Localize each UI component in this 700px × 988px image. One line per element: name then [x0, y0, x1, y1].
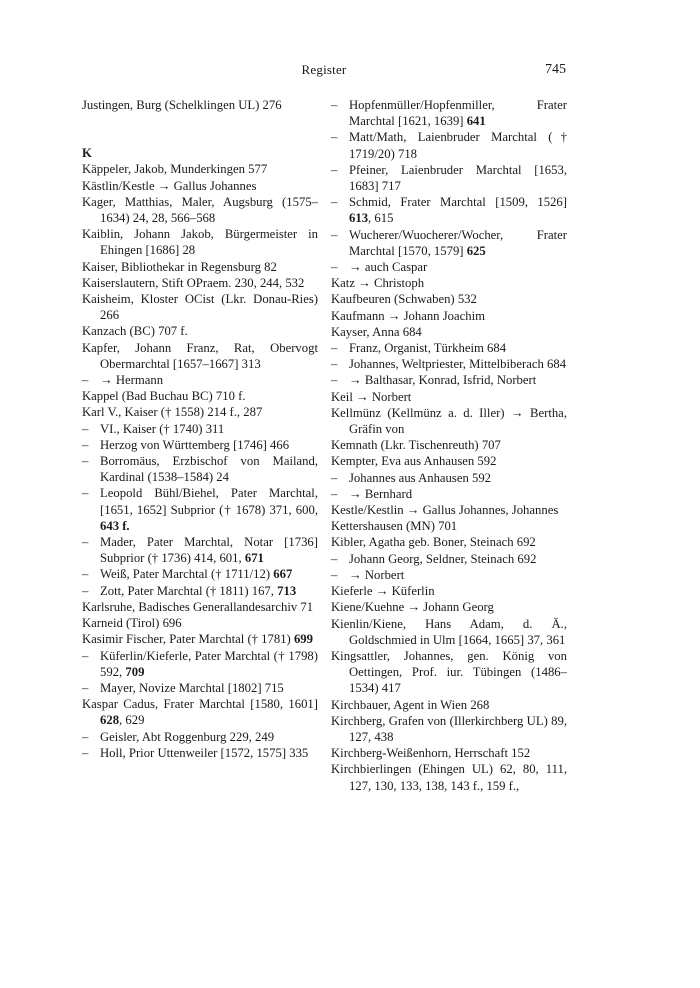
- index-entry: [82, 259, 318, 275]
- entry-bold-page: 643 f.: [100, 518, 130, 533]
- index-subentry: [82, 680, 318, 696]
- entry-text: Kirchbierlingen (Ehingen UL) 62, 80, 111, 127, 130, 133, 138, 143 f., 159 f.,: [331, 762, 567, 793]
- index-entry: [82, 696, 318, 728]
- entry-text: Kettershausen (MN) 701: [331, 519, 458, 534]
- subentry-dash: –: [331, 357, 338, 372]
- entry-text: Karneid (Tirol) 696: [82, 616, 182, 631]
- subentry-dash: –: [82, 373, 89, 388]
- index-subentry: [331, 340, 567, 356]
- index-subentry: [331, 470, 567, 486]
- subentry-dash: –: [82, 648, 89, 663]
- entry-text: Schmid, Frater Marchtal [1509, 1526]: [349, 195, 567, 210]
- entry-bold-page: 699: [293, 632, 313, 647]
- entry-text: Küferlin/Kieferle, Pater Marchtal († 1798) 592,: [100, 648, 318, 679]
- index-entry: [82, 599, 318, 615]
- entry-bold-page: 667: [273, 567, 293, 582]
- entry-text: Kibler, Agatha geb. Boner, Steinach 692: [331, 535, 536, 550]
- entry-text: Kager, Matthias, Maler, Augsburg (1575–1634) 24, 28, 566–568: [82, 194, 318, 226]
- subentry-dash: –: [331, 162, 338, 177]
- subentry-dash: –: [331, 470, 338, 485]
- index-entry: [331, 583, 567, 599]
- entry-text: Kanzach (BC) 707 f.: [82, 324, 188, 339]
- index-entry: [331, 534, 567, 550]
- entry-bold-page: 628: [100, 713, 120, 728]
- subentry-dash: –: [82, 745, 89, 760]
- subentry-dash: –: [331, 551, 338, 566]
- entry-text: Kaiblin, Johann Jakob, Bürgermeister in Ehingen [1686] 28: [82, 227, 318, 258]
- index-entry: [331, 713, 567, 745]
- index-entry: [82, 194, 318, 226]
- entry-text: Katz → Christoph: [331, 276, 425, 291]
- index-entry: [331, 599, 567, 615]
- subentry-dash: –: [82, 680, 89, 695]
- index-entry: [82, 178, 318, 194]
- subentry-dash: –: [331, 373, 338, 388]
- entry-text: Kirchbauer, Agent in Wien 268: [331, 697, 490, 712]
- page-number: 745: [545, 62, 566, 77]
- entry-text: Kieferle → Küferlin: [331, 584, 435, 599]
- entry-text: Kappel (Bad Buchau BC) 710 f.: [82, 389, 246, 404]
- subentry-dash: –: [82, 437, 89, 452]
- index-subentry: [82, 372, 318, 388]
- entry-text: Zott, Pater Marchtal († 1811) 167,: [100, 583, 278, 598]
- entry-text: Holl, Prior Uttenweiler [1572, 1575] 335: [100, 745, 309, 760]
- entry-text: Mader, Pater Marchtal, Notar [1736] Subprior († 1736) 414, 601,: [100, 535, 318, 566]
- index-subentry: [82, 566, 318, 582]
- index-entry: [82, 275, 318, 291]
- entry-text: Leopold Bühl/Biehel, Pater Marchtal, [1651, 1652] Subprior († 1678) 371, 600,: [100, 486, 318, 517]
- index-entry: [331, 291, 567, 307]
- index-entry: [331, 453, 567, 469]
- entry-text: Kästlin/Kestle → Gallus Johannes: [82, 178, 257, 193]
- index-entry: [82, 404, 318, 420]
- entry-bold-page: 613: [349, 211, 369, 226]
- subentry-dash: –: [331, 98, 338, 112]
- entry-text: Karl V., Kaiser († 1558) 214 f., 287: [82, 405, 263, 420]
- entry-text: Pfeiner, Laienbruder Marchtal [1653, 1683] 717: [349, 162, 567, 194]
- entry-text: Hopfenmüller/Hopfenmiller, Frater Marchtal [1621, 1639]: [349, 98, 567, 129]
- entry-text: Kiene/Kuehne → Johann Georg: [331, 600, 494, 615]
- index-entry: [331, 648, 567, 697]
- index-subentry: [331, 259, 567, 275]
- subentry-dash: –: [82, 535, 89, 550]
- index-entry: [331, 697, 567, 713]
- index-entry: [331, 502, 567, 518]
- index-entry: [331, 324, 567, 340]
- entry-text: Johannes, Weltpriester, Mittelbiberach 684: [349, 357, 567, 372]
- entry-text: → Balthasar, Konrad, Isfrid, Norbert: [349, 373, 537, 388]
- index-subentry: [331, 372, 567, 388]
- index-subentry: [82, 534, 318, 566]
- subentry-dash: –: [82, 729, 89, 744]
- entry-text: Kaufbeuren (Schwaben) 532: [331, 292, 477, 307]
- index-entry: [82, 323, 318, 339]
- index-subentry: [331, 551, 567, 567]
- entry-text: Matt/Math, Laienbruder Marchtal († 1719/20) 718: [349, 130, 567, 161]
- entry-text: Kaiserslautern, Stift OPraem. 230, 244, 532: [82, 275, 305, 290]
- entry-text: Geisler, Abt Roggenburg 229, 249: [100, 729, 275, 744]
- index-subentry: [82, 421, 318, 437]
- entry-bold-page: 713: [277, 583, 297, 598]
- running-title: Register: [301, 62, 347, 77]
- entry-bold-page: 641: [466, 114, 486, 129]
- subentry-dash: –: [331, 260, 338, 275]
- index-subentry: [82, 453, 318, 485]
- index-entry: [82, 388, 318, 404]
- index-entry: [82, 161, 318, 177]
- index-subentry: [331, 97, 567, 129]
- index-entry: [331, 405, 567, 437]
- subentry-dash: –: [82, 567, 89, 582]
- subentry-dash: –: [82, 421, 89, 436]
- subentry-dash: –: [82, 486, 89, 501]
- index-entry: [82, 97, 318, 113]
- entry-bold-page: 625: [466, 243, 486, 258]
- index-subentry: [331, 356, 567, 372]
- index-subentry: [82, 485, 318, 534]
- index-entry: [331, 389, 567, 405]
- index-subentry: [331, 486, 567, 502]
- entry-text: Kaisheim, Kloster OCist (Lkr. Donau-Ries) 266: [82, 292, 318, 323]
- section-letter-heading: K: [82, 146, 92, 161]
- index-subentry: [82, 745, 318, 761]
- entry-text: Kirchberg-Weißenhorn, Herrschaft 152: [331, 746, 531, 761]
- entry-text-after: , 629: [119, 713, 145, 728]
- subentry-dash: –: [82, 583, 89, 598]
- index-subentry: [82, 648, 318, 680]
- subentry-dash: –: [331, 227, 338, 242]
- entry-text: Keil → Norbert: [331, 389, 412, 404]
- entry-text: Kienlin/Kiene, Hans Adam, d. Ä., Goldschmied in Ulm [1664, 1665] 37, 361: [331, 616, 567, 647]
- entry-text: → Norbert: [349, 567, 405, 582]
- entry-text: → Hermann: [100, 373, 164, 388]
- subentry-dash: –: [331, 341, 338, 356]
- entry-text: VI., Kaiser († 1740) 311: [100, 421, 225, 436]
- entry-text: Weiß, Pater Marchtal († 1711/12): [100, 567, 274, 582]
- entry-text: Kasimir Fischer, Pater Marchtal († 1781): [82, 632, 294, 647]
- entry-text: Borromäus, Erzbischof von Mailand, Kardinal (1538–1584) 24: [100, 454, 318, 485]
- index-entry: [331, 308, 567, 324]
- entry-text: Justingen, Burg (Schelklingen UL) 276: [82, 98, 282, 112]
- index-entry: [331, 275, 567, 291]
- entry-text-after: , 615: [368, 211, 394, 226]
- subentry-dash: –: [331, 486, 338, 501]
- entry-text: Herzog von Württemberg [1746] 466: [100, 437, 290, 452]
- subentry-dash: –: [331, 567, 338, 582]
- entry-text: Johannes aus Anhausen 592: [349, 470, 492, 485]
- entry-text: Kempter, Eva aus Anhausen 592: [331, 454, 497, 469]
- index-entry: [82, 615, 318, 631]
- entry-text: Kingsattler, Johannes, gen. König von Oettingen, Prof. iur. Tübingen (1486–1534) 417: [331, 648, 567, 696]
- entry-text: Franz, Organist, Türkheim 684: [349, 341, 507, 356]
- index-subentry: [331, 129, 567, 161]
- entry-text: Wucherer/Wuocherer/Wocher, Frater Marchtal [1570, 1579]: [349, 227, 567, 258]
- entry-text: Käppeler, Jakob, Munderkingen 577: [82, 162, 268, 177]
- index-subentry: [82, 583, 318, 599]
- entry-text: Kemnath (Lkr. Tischenreuth) 707: [331, 438, 501, 453]
- entry-text: → Bernhard: [349, 486, 413, 501]
- index-entry: [331, 616, 567, 648]
- index-subentry: [331, 162, 567, 194]
- index-entry: [82, 631, 318, 647]
- entry-text: Kayser, Anna 684: [331, 324, 422, 339]
- running-header: [82, 62, 566, 82]
- entry-bold-page: 671: [244, 551, 264, 566]
- entry-text: Kestle/Kestlin → Gallus Johannes, Johannes: [331, 503, 559, 518]
- index-subentry: [331, 194, 567, 226]
- index-entry: [82, 291, 318, 323]
- index-subentry: [82, 437, 318, 453]
- index-entry: [82, 226, 318, 258]
- entry-text: Kaufmann → Johann Joachim: [331, 308, 485, 323]
- left-column: [82, 97, 318, 761]
- subentry-dash: –: [82, 454, 89, 469]
- entry-text: → auch Caspar: [349, 260, 428, 275]
- entry-text: Kellmünz (Kellmünz a. d. Iller) → Bertha, Gräfin von: [331, 405, 567, 437]
- index-entry: [331, 437, 567, 453]
- subentry-dash: –: [331, 130, 338, 145]
- entry-text: Johann Georg, Seldner, Steinach 692: [349, 551, 537, 566]
- entry-text: Kaspar Cadus, Frater Marchtal [1580, 1601]: [82, 697, 318, 712]
- entry-text: Kapfer, Johann Franz, Rat, Obervogt Obermarchtal [1657–1667] 313: [82, 340, 318, 371]
- entry-text: Kaiser, Bibliothekar in Regensburg 82: [82, 259, 277, 274]
- index-subentry: [331, 227, 567, 259]
- entry-text: Kirchberg, Grafen von (Illerkirchberg UL) 89, 127, 438: [331, 713, 567, 744]
- index-entry: [331, 761, 567, 793]
- entry-bold-page: 709: [125, 664, 145, 679]
- entry-text: Mayer, Novize Marchtal [1802] 715: [100, 680, 284, 695]
- index-entry: [331, 745, 567, 761]
- index-entry: [331, 518, 567, 534]
- index-subentry: [82, 729, 318, 745]
- right-column: [331, 97, 567, 794]
- index-entry: [82, 340, 318, 372]
- entry-text: Karlsruhe, Badisches Generallandesarchiv 71: [82, 599, 314, 614]
- index-subentry: [331, 567, 567, 583]
- subentry-dash: –: [331, 195, 338, 210]
